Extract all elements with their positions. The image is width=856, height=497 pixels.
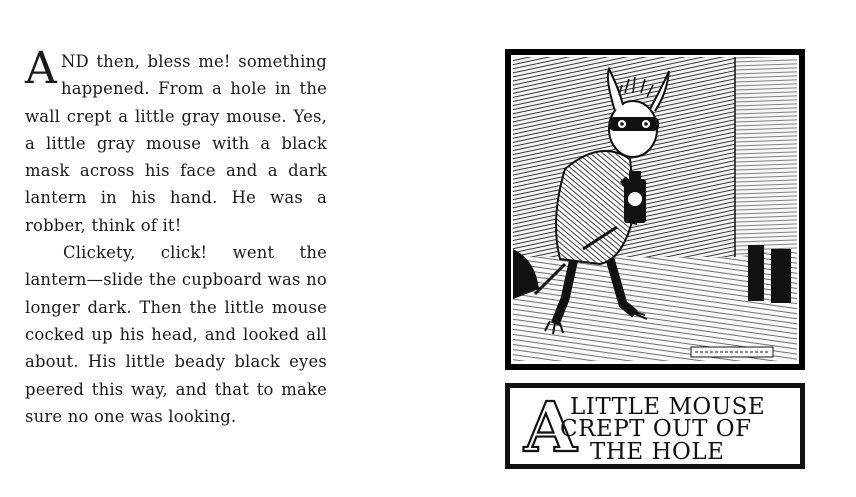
mouse-drawing xyxy=(505,49,805,370)
drop-cap: A xyxy=(25,43,57,94)
caption-line-3: THE HOLE xyxy=(590,439,725,465)
mouse-illustration xyxy=(505,49,805,370)
caption-panel xyxy=(505,383,805,469)
paragraph-1 xyxy=(25,43,327,239)
story-text xyxy=(25,43,327,430)
caption-frame xyxy=(509,387,801,468)
caption-line-2: CREPT OUT OF xyxy=(560,416,752,442)
paragraph-1-text: ND then, bless me! something happened. From a hole in the wall crept a little gray mouse. Yes, a little gray mouse with a black mask across his face and a dark lantern in his hand. He was a robber, think of it! xyxy=(25,52,327,235)
caption-initial: A xyxy=(524,388,577,468)
caption-line-1: LITTLE MOUSE xyxy=(570,394,766,420)
paragraph-2: Clickety, click! went the lantern—slide the cupboard was no longer dark. Then the little mouse cocked up his head, and looked all about. His little beady black eyes peered this way, and that to make sure no one was looking. xyxy=(25,243,327,426)
